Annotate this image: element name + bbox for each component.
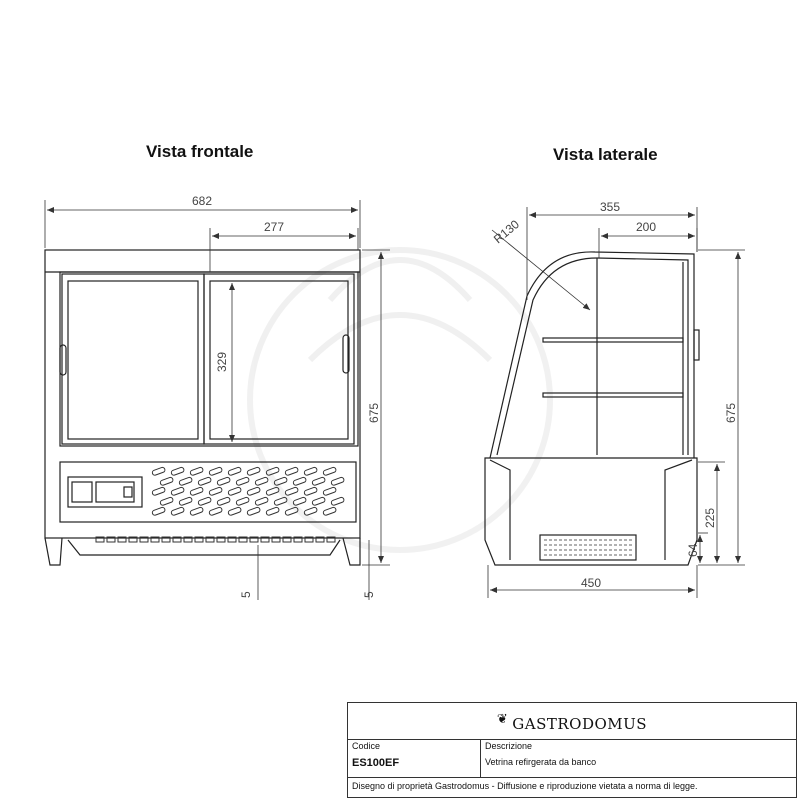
vent-slot: [171, 467, 185, 476]
dim-front-glass-height: 329: [215, 351, 229, 372]
vent-slot: [285, 467, 299, 476]
copyright-notice: Disegno di proprietà Gastrodomus - Diffusione e riproduzione vietata a norma di legge.: [352, 781, 698, 791]
vent-slot: [190, 487, 204, 496]
dim-front-width: 682: [192, 194, 213, 208]
dim-front-height: 675: [367, 402, 381, 423]
vent-slot: [190, 467, 204, 476]
side-shelf-upper: [543, 338, 683, 342]
vent-slot: [247, 467, 261, 476]
vent-slot: [179, 477, 193, 486]
vent-slot: [312, 497, 326, 506]
title-block: [347, 702, 797, 798]
vent-slot: [160, 477, 174, 486]
dim-side-depth: 450: [581, 576, 602, 590]
vent-slot: [198, 497, 212, 506]
vent-slot: [209, 467, 223, 476]
vent-slot: [217, 497, 231, 506]
vent-slot: [304, 507, 318, 516]
dim-front-foot-left: 5: [239, 591, 253, 598]
vent-slot: [236, 477, 250, 486]
dim-side-radius: R130: [490, 217, 522, 247]
side-view-title: Vista laterale: [553, 145, 658, 164]
code-value: ES100EF: [352, 757, 400, 769]
dim-side-shelf: 200: [636, 220, 657, 234]
vent-slot: [323, 507, 337, 516]
left-sliding-door: [62, 274, 204, 444]
vent-slot: [293, 477, 307, 486]
vent-slot: [179, 497, 193, 506]
side-bottom-vents: [544, 540, 632, 555]
vent-slot: [247, 507, 261, 516]
front-lower-panel: [60, 462, 356, 522]
vent-slot: [209, 507, 223, 516]
front-view-title: Vista frontale: [146, 142, 254, 161]
vent-slot: [255, 497, 269, 506]
dim-side-base: 225: [703, 507, 717, 528]
dim-side-base-low: 64: [686, 543, 700, 557]
dim-front-foot-right: 5: [362, 591, 376, 598]
vent-slot: [293, 497, 307, 506]
vent-slot: [247, 487, 261, 496]
vent-slot: [255, 477, 269, 486]
vent-slot: [171, 487, 185, 496]
dim-side-height: 675: [724, 402, 738, 423]
brand-name: GASTRODOMUS: [512, 715, 648, 733]
vent-slot: [228, 487, 242, 496]
side-dimension-lines: [488, 207, 745, 598]
vent-slot: [190, 507, 204, 516]
vent-slot: [331, 497, 345, 506]
vent-slot: [304, 487, 318, 496]
vent-slot: [228, 467, 242, 476]
vent-slot: [236, 497, 250, 506]
description-label: Descrizione: [485, 741, 533, 751]
dim-side-depth-top: 355: [600, 200, 621, 214]
code-cell: [348, 739, 481, 777]
vent-slot: [152, 507, 166, 516]
side-shelf-lower: [543, 393, 683, 397]
vent-slot: [152, 467, 166, 476]
front-vent-grille: [152, 467, 345, 516]
dim-front-door: 277: [264, 220, 285, 234]
vent-slot: [217, 477, 231, 486]
description-value: Vetrina refirgerata da banco: [485, 757, 597, 767]
brand-logo: [348, 703, 796, 740]
vent-slot: [266, 507, 280, 516]
vent-slot: [323, 487, 337, 496]
side-base-grille: [540, 535, 636, 560]
title-block-info-row: [348, 739, 796, 778]
left-door-handle: [60, 345, 66, 375]
vent-slot: [304, 467, 318, 476]
vent-slot: [198, 477, 212, 486]
vent-slot: [209, 487, 223, 496]
vent-slot: [285, 487, 299, 496]
vent-slot: [331, 477, 345, 486]
description-cell: [481, 739, 796, 777]
side-view: [485, 252, 699, 565]
vent-slot: [323, 467, 337, 476]
vent-slot: [312, 477, 326, 486]
vent-slot: [228, 507, 242, 516]
front-view: [45, 250, 360, 565]
vent-slot: [152, 487, 166, 496]
vent-slot: [160, 497, 174, 506]
code-label: Codice: [352, 741, 381, 751]
vent-slot: [171, 507, 185, 516]
leaf-icon: ❦: [496, 711, 508, 726]
